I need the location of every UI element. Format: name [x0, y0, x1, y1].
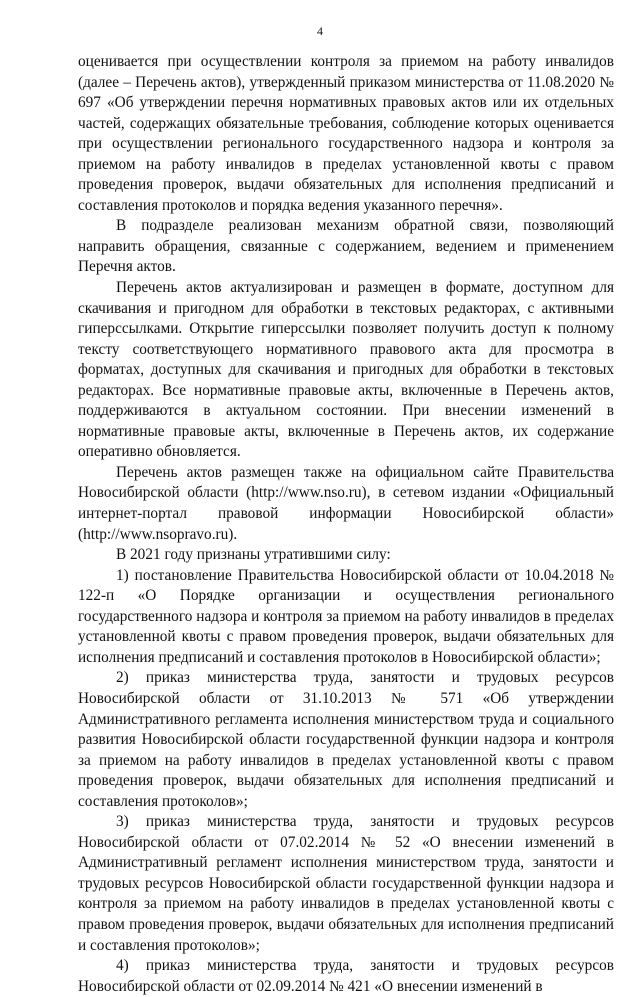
list-item-4: 4) приказ министерства труда, занятости и трудовых ресурсов Новосибирской области от 02.09.2014 № 421 «О внесении изменений в	[78, 957, 614, 995]
paragraph-official-sites: Перечень актов размещен также на официальном сайте Правительства Новосибирской области (http://www.nso.ru), в сетевом издании «Официальный интернет-портал правовой информации Новосибирской области» (http://www.nsopravo.ru).	[78, 463, 614, 543]
list-item-3: 3) приказ министерства труда, занятости и трудовых ресурсов Новосибирской области от 07.02.2014 № 52 «О внесении изменений в Административный регламент исполнения министерством труда, занятости и трудовых ресурсов Новосибирской области государственной функции надзора и контроля за приемом на работу инвалидов в пределах установленной квоты с правом проведения проверок, выдачи обязательных для исполнения предписаний и составления протоколов»;	[78, 813, 614, 954]
document-body	[78, 52, 614, 997]
list-item-1: 1) постановление Правительства Новосибирской области от 10.04.2018 № 122-п «О Порядке организации и осуществления регионального государственного надзора и контроля за приемом на работу инвалидов в пределах установленной квоты с правом проведения проверок, выдачи обязательных для исполнения предписаний и составления протоколов в Новосибирской области»;	[78, 566, 614, 666]
page-number: 4	[317, 24, 323, 38]
paragraph-repealed-intro: В 2021 году признаны утратившими силу:	[116, 546, 391, 564]
list-item-2: 2) приказ министерства труда, занятости и трудовых ресурсов Новосибирской области от 31.10.2013 № 571 «Об утверждении Административного регламента исполнения министерством труда и социального развития Новосибирской области государственной функции надзора и контроля за приемом на работу инвалидов в пределах установленной квоты с правом проведения проверок, выдачи обязательных для исполнения предписаний и составления протоколов»;	[78, 669, 614, 810]
paragraph-continuation: оценивается при осуществлении контроля за приемом на работу инвалидов (далее – Перечень актов), утвержденный приказом министерства от 11.08.2020 № 697 «Об утверждении перечня нормативных правовых актов или их отдельных частей, содержащих обязательные требования, соблюдение которых оценивается при осуществлении регионального государственного надзора и контроля за приемом на работу инвалидов в пределах установленной квоты с правом проведения проверок, выдачи обязательных для исполнения предписаний и составления протоколов и порядка ведения указанного перечня».	[78, 53, 614, 214]
paragraph-feedback-mechanism: В подразделе реализован механизм обратной связи, позволяющий направить обращения, связанные с содержанием, ведением и применением Перечня актов.	[78, 217, 614, 276]
paragraph-list-updated: Перечень актов актуализирован и размещен в формате, доступном для скачивания и пригодном для обработки в текстовых редакторах, с активными гиперссылками. Открытие гиперссылки позволяет получить доступ к полному тексту соответствующего нормативного правового акта для просмотра в форматах, доступных для скачивания и пригодных для обработки в текстовых редакторах. Все нормативные правовые акты, включенные в Перечень актов, поддерживаются в актуальном состоянии. При внесении изменений в нормативные правовые акты, включенные в Перечень актов, их содержание оперативно обновляется.	[78, 279, 614, 461]
